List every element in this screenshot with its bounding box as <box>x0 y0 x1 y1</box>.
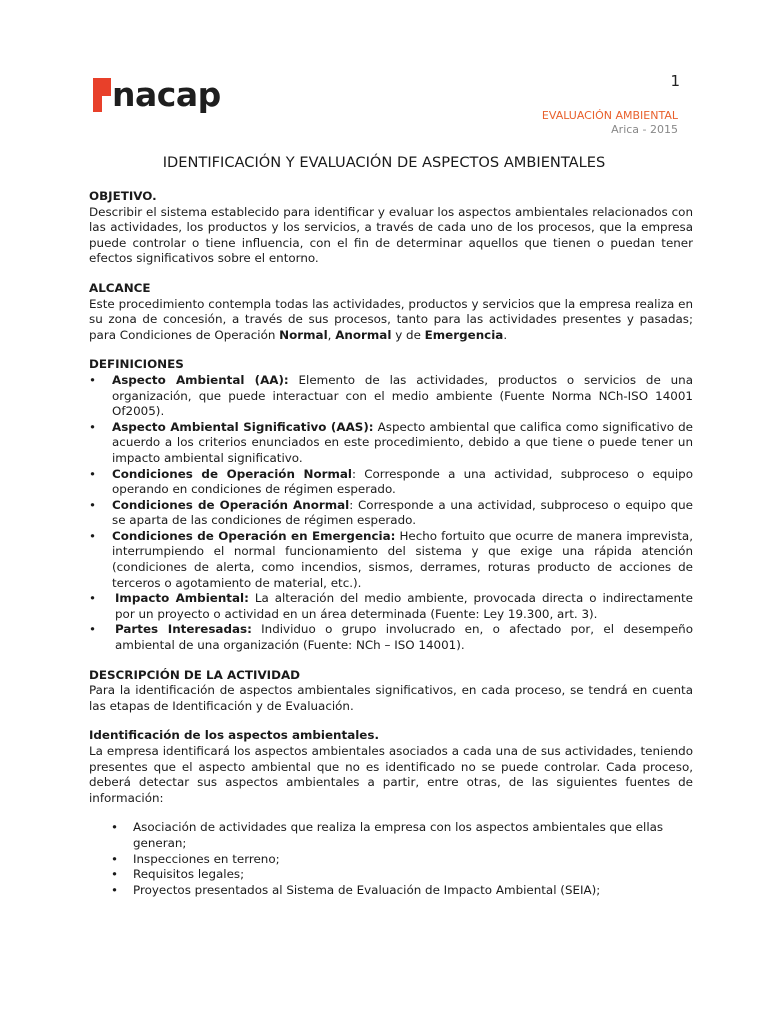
objetivo-text: Describir el sistema establecido para identificar y evaluar los aspectos ambientales relacionados con las actividades, los productos y los servicios, a través de cada uno de los procesos, que la empresa puede controlar o tiene influencia, con el fin de determinar aquellos que tienen o puedan tener efectos significativos sobre el entorno. <box>89 204 693 266</box>
alcance-normal: Normal <box>279 327 328 342</box>
definiciones-list <box>89 373 693 654</box>
logo-text: nacap <box>112 75 221 114</box>
alcance-text: Este procedimiento contempla todas las actividades, productos y servicios que la empresa realiza en su zona de concesión, a través de sus procesos, tanto para las actividades presentes y pasadas; para Condiciones de Operación Normal, Anormal y de Emergencia. <box>89 296 693 342</box>
list-item: • Proyectos presentados al Sistema de Evaluación de Impacto Ambiental (SEIA); <box>111 882 601 897</box>
header-doc-title: EVALUACIÓN AMBIENTAL <box>541 109 678 122</box>
sources-list <box>107 820 693 898</box>
alcance-heading: ALCANCE <box>89 280 151 295</box>
descripcion-heading: DESCRIPCIÓN DE LA ACTIVIDAD <box>89 667 301 682</box>
logo-mark-icon <box>93 78 111 112</box>
header-doc-subtitle: Arica - 2015 <box>611 123 678 136</box>
definition-item: • Aspecto Ambiental (AA): Elemento de las actividades, productos o servicios de una organización, que puede interactuar con el medio ambiente (Fuente Norma NCh-ISO 14001 Of2005). <box>89 372 693 419</box>
page-title: IDENTIFICACIÓN Y EVALUACIÓN DE ASPECTOS AMBIENTALES <box>162 154 606 171</box>
definition-item: • Impacto Ambiental: La alteración del medio ambiente, provocada directa o indirectamente por un proyecto o actividad en un área determinada (Fuente: Ley 19.300, art. 3). <box>89 591 693 621</box>
alcance-emergencia: Emergencia <box>424 327 504 342</box>
list-item: • Asociación de actividades que realiza la empresa con los aspectos ambientales que ellas generan; <box>111 820 664 850</box>
alcance-anormal: Anormal <box>335 327 392 342</box>
definition-item: • Condiciones de Operación en Emergencia: Hecho fortuito que ocurre de manera imprevista, interrumpiendo el normal funcionamiento del sistema y que exige una rápida atención (condiciones de alerta, como incendios, sismos, derrames, roturas producto de acciones de terceros o agotamiento de material, etc.). <box>89 528 693 590</box>
page-number: 1 <box>670 72 680 90</box>
objetivo-heading: OBJETIVO. <box>89 189 157 203</box>
definition-item: • Condiciones de Operación Anormal: Corresponde a una actividad, subproceso o equipo que se aparta de las condiciones de régimen esperado. <box>89 497 693 528</box>
descripcion-text: Para la identificación de aspectos ambientales significativos, en cada proceso, se tendrá en cuenta las etapas de Identificación y de Evaluación. <box>89 683 693 713</box>
list-item: • Requisitos legales; <box>111 867 245 882</box>
definiciones-heading: DEFINICIONES <box>89 357 184 372</box>
inacap-logo <box>93 72 221 112</box>
definition-item: • Aspecto Ambiental Significativo (AAS): Aspecto ambiental que califica como significativo de acuerdo a los criterios enunciados en este procedimiento, debido a que tiene o puede tener un impacto ambiental significativo. <box>89 419 693 465</box>
definition-item: • Partes Interesadas: Individuo o grupo involucrado en, o afectado por, el desempeño ambiental de una organización (Fuente: NCh – ISO 14001). <box>89 622 693 653</box>
identificacion-text: La empresa identificará los aspectos ambientales asociados a cada una de sus actividades, teniendo presentes que el aspecto ambiental que no es identificado no se puede controlar. Cada proceso, deberá detectar sus aspectos ambientales a partir, entre otras, de las siguientes fuentes de información: <box>89 744 693 805</box>
document-body <box>89 189 693 898</box>
definition-item: • Condiciones de Operación Normal: Corresponde a una actividad, subproceso o equipo operando en condiciones de régimen esperado. <box>89 466 693 497</box>
list-item: • Inspecciones en terreno; <box>111 851 280 866</box>
identificacion-heading: Identificación de los aspectos ambientales. <box>89 728 379 743</box>
